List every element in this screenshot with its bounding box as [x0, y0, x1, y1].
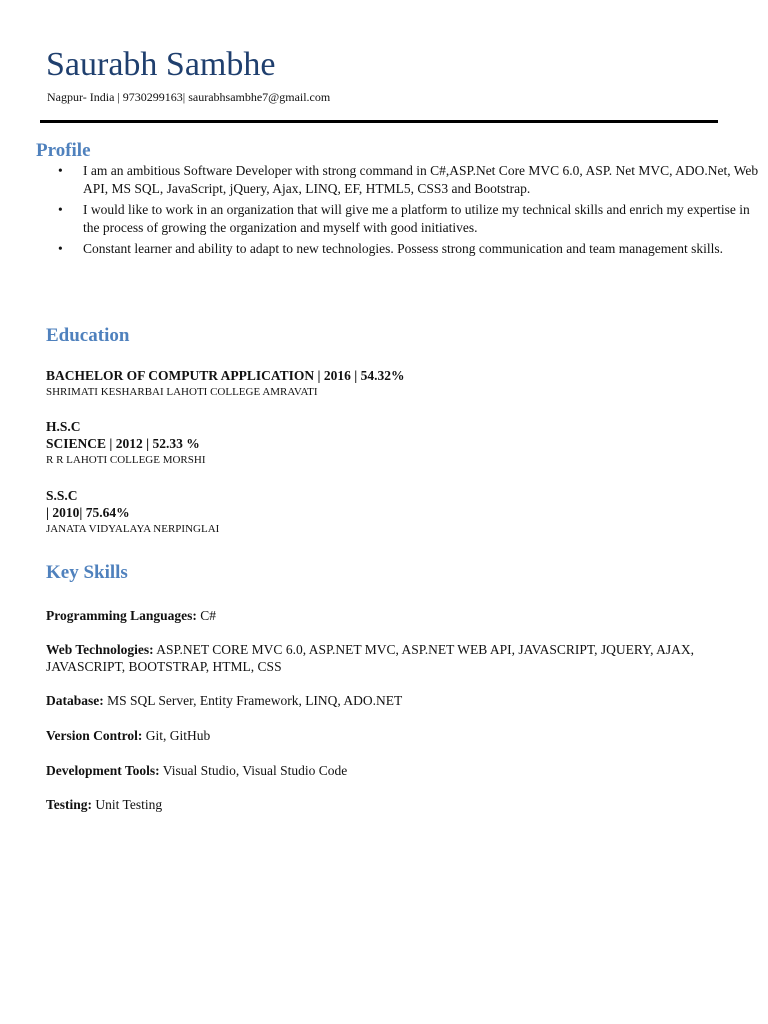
profile-item [58, 201, 768, 237]
education-entry-ssc [46, 487, 219, 537]
school-name: JANATA VIDYALAYA NERPINGLAI [46, 523, 220, 535]
skill-database [46, 692, 726, 709]
skill-label: Development Tools: [46, 763, 160, 778]
degree-title: H.S.C [46, 419, 81, 434]
skill-version-control [46, 727, 726, 744]
profile-heading: Profile [36, 140, 91, 161]
profile-item-text: I would like to work in an organization that will give me a platform to utilize my technical skills and enrich my expertise in the process of growing the organization and myself with good initiatives. [83, 202, 750, 235]
skills-heading: Key Skills [46, 562, 128, 583]
profile-list [58, 162, 768, 261]
skill-value: Unit Testing [92, 797, 163, 812]
degree-line: SCIENCE | 2012 | 52.33 % [46, 436, 200, 451]
skill-label: Programming Languages: [46, 608, 197, 623]
skill-label: Testing: [46, 797, 93, 812]
education-entry-hsc [46, 418, 206, 468]
bullet-icon: • [58, 202, 63, 217]
skill-value: MS SQL Server, Entity Framework, LINQ, ADO.NET [103, 693, 403, 708]
education-entry-bca [46, 367, 404, 400]
skill-programming-languages [46, 607, 726, 624]
bullet-icon: • [58, 241, 63, 256]
skill-value: C# [196, 608, 217, 623]
degree-line: BACHELOR OF COMPUTR APPLICATION | 2016 | 54.32% [46, 368, 405, 383]
candidate-name: Saurabh Sambhe [46, 46, 276, 83]
profile-item-text: I am an ambitious Software Developer with strong command in C#,ASP.Net Core MVC 6.0, ASP. Net MVC, ADO.Net, Web API, MS SQL, JavaScript, jQuery, Ajax, LINQ, EF, HTML5, CSS3 and Bootstrap. [83, 163, 759, 196]
skill-development-tools [46, 762, 726, 779]
bullet-icon: • [58, 163, 63, 178]
skill-label: Web Technologies: [46, 642, 154, 657]
skill-value: ASP.NET CORE MVC 6.0, ASP.NET MVC, ASP.NET WEB API, JAVASCRIPT, JQUERY, AJAX, JAVASCRIPT, BOOTSTRAP, HTML, CSS [46, 642, 695, 674]
skill-label: Database: [46, 693, 104, 708]
profile-item [58, 240, 768, 258]
profile-item-text: Constant learner and ability to adapt to new technologies. Possess strong communication and team management skills. [83, 241, 723, 256]
skill-testing [46, 796, 726, 813]
education-heading: Education [46, 325, 130, 346]
degree-line: | 2010| 75.64% [46, 505, 130, 520]
skill-label: Version Control: [46, 728, 143, 743]
contact-line: Nagpur- India | 9730299163| saurabhsambhe7@gmail.com [47, 90, 331, 104]
degree-title: S.S.C [46, 488, 78, 503]
header-divider [40, 120, 718, 123]
skill-web-technologies [46, 641, 726, 675]
profile-item [58, 162, 768, 198]
skill-value: Git, GitHub [142, 728, 211, 743]
school-name: SHRIMATI KESHARBAI LAHOTI COLLEGE AMRAVATI [46, 386, 318, 398]
school-name: R R LAHOTI COLLEGE MORSHI [46, 454, 206, 466]
skill-value: Visual Studio, Visual Studio Code [159, 763, 348, 778]
